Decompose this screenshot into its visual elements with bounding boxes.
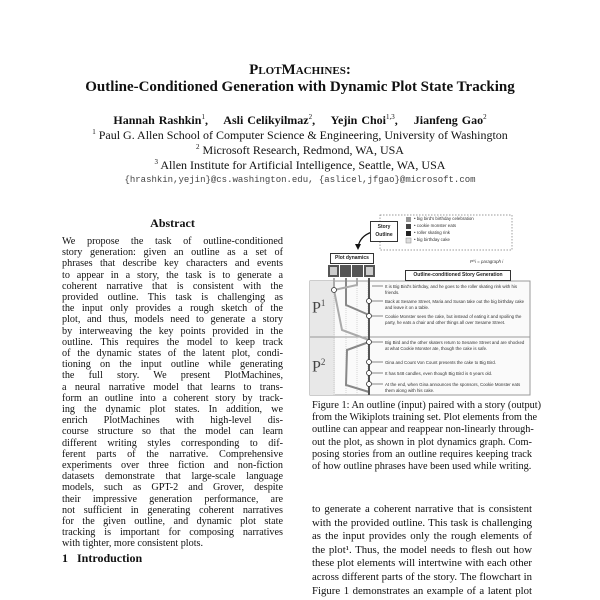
body-line: as the input provides only the rough elements of (312, 530, 532, 543)
abstract-line: We propose the task of outline-conditioned (62, 236, 283, 247)
abstract-line: story generation: given an outline as a set of (62, 247, 283, 259)
abstract-line: different writing styles corresponding to dif- (62, 437, 283, 449)
plot-dynamics-label: Plot dynamics (330, 253, 374, 264)
story-sentence: It is Big Bird's birthday, and he goes to the roller skating rink with his friends. (385, 284, 518, 295)
story-outline-label: Story Outline (370, 221, 398, 242)
outline-item: • cookie monster eats (414, 223, 457, 228)
caption-line: of how outline phrases have been used while writing. (312, 461, 532, 472)
abstract-line: the full story. We present PlotMachines, (62, 370, 283, 382)
story-sentence: Big Bird and the other skaters return to Sesame Street and are shocked at what Cookie Monster ate, though the cake is safe. (385, 340, 525, 351)
abstract-line: models, such as GPT-2 and Grover, despite (62, 482, 283, 494)
abstract-line: tracking is important for composing narratives (62, 527, 283, 539)
abstract-line: ing the dynamic plot states. In addition, we (62, 404, 283, 415)
caption-line: out the plot, as shown in plot dynamics graph. Com- (312, 436, 532, 448)
caption-line: posing stories from an outline requires keeping track (312, 448, 532, 460)
body-line: the plot¹. Thus, the model needs to flesh out how (312, 543, 532, 556)
author: Asli Celikyilmaz (223, 113, 309, 127)
affiliation: $^3$ Allen Institute for Artificial Intelligence, Seattle, WA, USA (154, 158, 446, 172)
abstract-line: experiments over three fiction and non-fiction (62, 460, 283, 471)
caption-line: outline can appear and reappear non-linearly through- (312, 424, 534, 436)
emails: {hrashkin,yejin}@cs.washington.edu, {aslicel,jfgao}@microsoft.com (124, 175, 476, 185)
abstract-line: tioning on the input outline while generating (62, 359, 283, 371)
section-heading: 1 Introduction (62, 551, 143, 565)
story-sentence: At the end, when Gina announces the sponsors, Cookie Monster eats them along with his cake. (385, 382, 521, 393)
abstract-line: a neural narrative model that learns to trans- (62, 381, 283, 393)
body-line: Figure 1 demonstrates an example of a latent plot (312, 584, 532, 597)
author: Hannah Rashkin (113, 113, 202, 127)
outline-item: • big birthday cake (414, 237, 450, 242)
caption-line: Figure 1: An outline (input) paired with a story (output) (312, 400, 542, 411)
abstract-line: form an outline into a coherent story by track- (62, 392, 283, 404)
title-line-1: PlotMachines: (249, 62, 351, 78)
body-line: these plot elements will intertwine with each other (312, 557, 532, 570)
abstract-line: course structure so that the model can learn (62, 426, 283, 438)
paragraph-note: P^i = paragraph i (470, 259, 504, 264)
paragraph-1-label: $P^1$ (312, 298, 326, 317)
abstract-line: by interweaving the key points provided in the (62, 325, 283, 337)
author: Jianfeng Gao (413, 113, 484, 127)
abstract-line: ferent parts of the narrative. Comprehensive (62, 448, 283, 460)
title-line-2: Outline-Conditioned Generation with Dynamic Plot State Tracking (85, 79, 515, 95)
story-sentence: Cookie Monster sees the cake, but instead of eating it and spoiling the party, he eats a chair and other things all over Sesame Street. (385, 314, 522, 325)
abstract-line: with tighter, more consistent plots. (62, 538, 204, 550)
caption-line: from the Wikiplots training set. Plot elements from the (312, 412, 538, 424)
body-line: across different parts of the story. The flowchart in (312, 571, 532, 583)
abstract-line: the input only provides a rough sketch of the (62, 303, 283, 315)
abstract-heading: Abstract (150, 216, 195, 230)
abstract-line: for the given outline, and dynamic plot state (62, 516, 283, 527)
story-sentence: Back at Sesame Street, Maria and Susan take out the big birthday cake and leave it on a table. (385, 299, 525, 310)
paragraph-2-label: $P^2$ (312, 357, 326, 376)
affiliation: $^2$ Microsoft Research, Redmond, WA, USA (196, 143, 404, 157)
abstract-line: coherent narrative that is consistent with the (62, 280, 283, 292)
abstract-line: their impressive generation performance, are (62, 493, 283, 505)
abstract-line: provided outline. This task is challenging as (62, 292, 283, 303)
abstract-line: not sufficient in generating coherent narratives (62, 504, 283, 516)
abstract-line: of the dynamic states of the latent plot, condi- (62, 348, 283, 359)
story-sentence: Gina and Count Von Count presents the cake to Big Bird. (385, 360, 497, 365)
abstract-line: phrases that describe key characters and events (62, 258, 283, 270)
abstract-line: datasets demonstrate that large-scale language (62, 471, 283, 483)
body-line: with the provided outline. This task is challenging (312, 516, 532, 529)
abstract-line: to appear in a story, the task is to generate a (62, 269, 283, 281)
generation-label: Outline-conditioned Story Generation (405, 270, 511, 281)
outline-item: • roller skating rink (414, 230, 450, 235)
author-list: Hannah Rashkin$^1$, Asli Celikyilmaz$^2$, Yejin Choi$^{1,3}$, Jianfeng Gao$^2$ (113, 113, 487, 127)
outline-item: • big bird's birthday celebration (414, 216, 474, 221)
story-sentence: It has 548 candles, even though Big Bird is 6 years old. (385, 371, 493, 376)
abstract-line: enrich PlotMachines with high-level dis- (62, 415, 283, 427)
body-line: to generate a coherent narrative that is consistent (312, 503, 532, 515)
abstract-line: plot, and thus, models need to generate a story (62, 314, 283, 326)
affiliation: $^1$ Paul G. Allen School of Computer Science & Engineering, University of Washington (92, 128, 508, 142)
abstract-line: outline. This requires the model to keep track (62, 336, 283, 348)
author: Yejin Choi (330, 113, 387, 127)
